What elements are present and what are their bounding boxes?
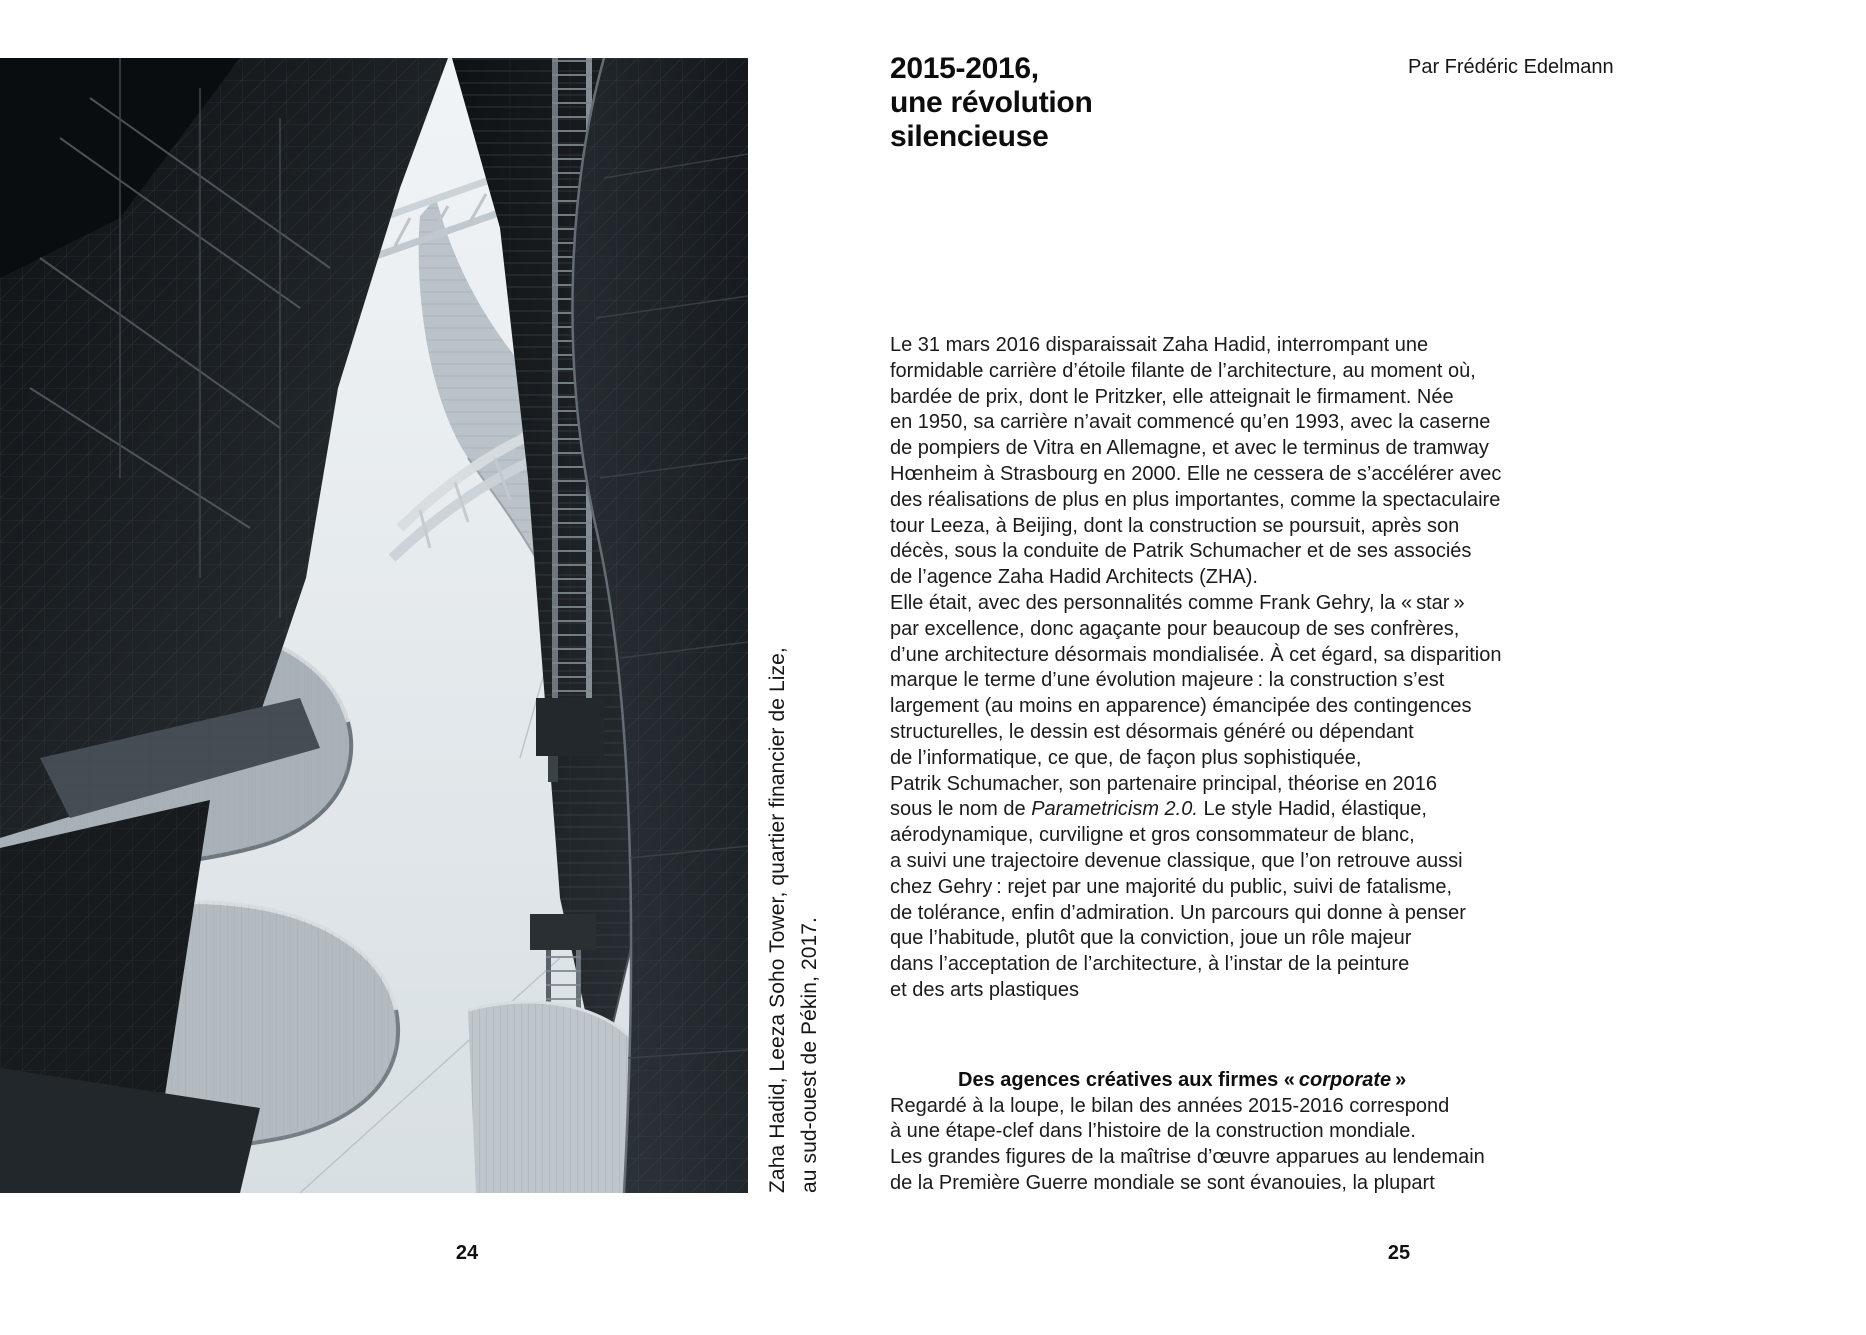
text-line: de l’agence Zaha Hadid Architects (ZHA). [890,566,1258,589]
text-line: de l’informatique, ce que, de façon plus sophistiquée, [890,746,1362,769]
text-line: a suivi une trajectoire devenue classique, que l’on retrouve aussi [890,849,1463,872]
page-number-right: 25 [1387,1242,1411,1264]
text-line: Hœnheim à Strasbourg en 2000. Elle ne cessera de s’accélérer avec [890,462,1502,485]
text-line: marque le terme d’une évolution majeure : la construction s’est [890,669,1445,692]
article-title [890,52,1092,154]
text-line: bardée de prix, dont le Pritzker, elle atteignait le firmament. Née [890,385,1454,408]
construction-photo [0,58,748,1193]
title-line: une révolution [890,86,1093,119]
text-line: chez Gehry : rejet par une majorité du public, suivi de fatalisme, [890,875,1453,898]
text-line: Regardé à la loupe, le bilan des années 2015-2016 correspond [890,1094,1450,1117]
text-line: structurelles, le dessin est désormais généré ou dépendant [890,720,1414,743]
photo-caption-line: Zaha Hadid, Leeza Soho Tower, quartier financier de Lize, [766,647,789,1193]
text-line: sous le nom de Parametricism 2.0. Le style Hadid, élastique, [890,798,1427,821]
page-number-left: 24 [455,1242,479,1264]
text-line: de tolérance, enfin d’admiration. Un parcours qui donne à penser [890,901,1466,924]
text-line: et des arts plastiques [890,978,1079,1001]
text-line: des réalisations de plus en plus importantes, comme la spectaculaire [890,488,1501,511]
title-line: silencieuse [890,120,1049,153]
text-line: que l’habitude, plutôt que la conviction, joue un rôle majeur [890,927,1412,950]
text-line: de la Première Guerre mondiale se sont évanouies, la plupart [890,1171,1435,1194]
text-line: dans l’acceptation de l’architecture, à l’instar de la peinture [890,953,1410,976]
text-line: à une étape-clef dans l’histoire de la construction mondiale. [890,1120,1416,1143]
paragraph-2 [890,1094,1490,1197]
text-line: Patrik Schumacher, son partenaire principal, théorise en 2016 [890,772,1437,795]
text-line: Les grandes figures de la maîtrise d’œuvre apparues au lendemain [890,1146,1485,1169]
text-line: de pompiers de Vitra en Allemagne, et avec le terminus de tramway [890,437,1489,460]
text-line: largement (au moins en apparence) émancipée des contingences [890,695,1472,718]
text-line: décès, sous la conduite de Patrik Schumacher et de ses associés [890,540,1472,563]
photo-caption-line: au sud-ouest de Pékin, 2017. [798,917,821,1193]
byline: Par Frédéric Edelmann [1408,56,1614,78]
text-line: aérodynamique, curviligne et gros consommateur de blanc, [890,824,1415,847]
text-line: par excellence, donc agaçante pour beaucoup de ses confrères, [890,617,1460,640]
text-line: tour Leeza, à Beijing, dont la construction se poursuit, après son [890,514,1460,537]
photo-caption [762,647,826,1193]
title-line: 2015-2016, [890,52,1039,85]
paragraph-1 [890,333,1502,1004]
text-line: formidable carrière d’étoile filante de l’architecture, au moment où, [890,359,1476,382]
text-line: d’une architecture désormais mondialisée. À cet égard, sa disparition [890,643,1502,666]
text-line: Le 31 mars 2016 disparaissait Zaha Hadid, interrompant une [890,334,1429,356]
text-line: en 1950, sa carrière n’avait commencé qu’en 1993, avec la caserne [890,411,1491,434]
article-body [890,333,1502,1197]
text-line: Elle était, avec des personnalités comme Frank Gehry, la « star » [890,591,1465,614]
section-subheading: Des agences créatives aux firmes « corporate » [958,1068,1407,1091]
